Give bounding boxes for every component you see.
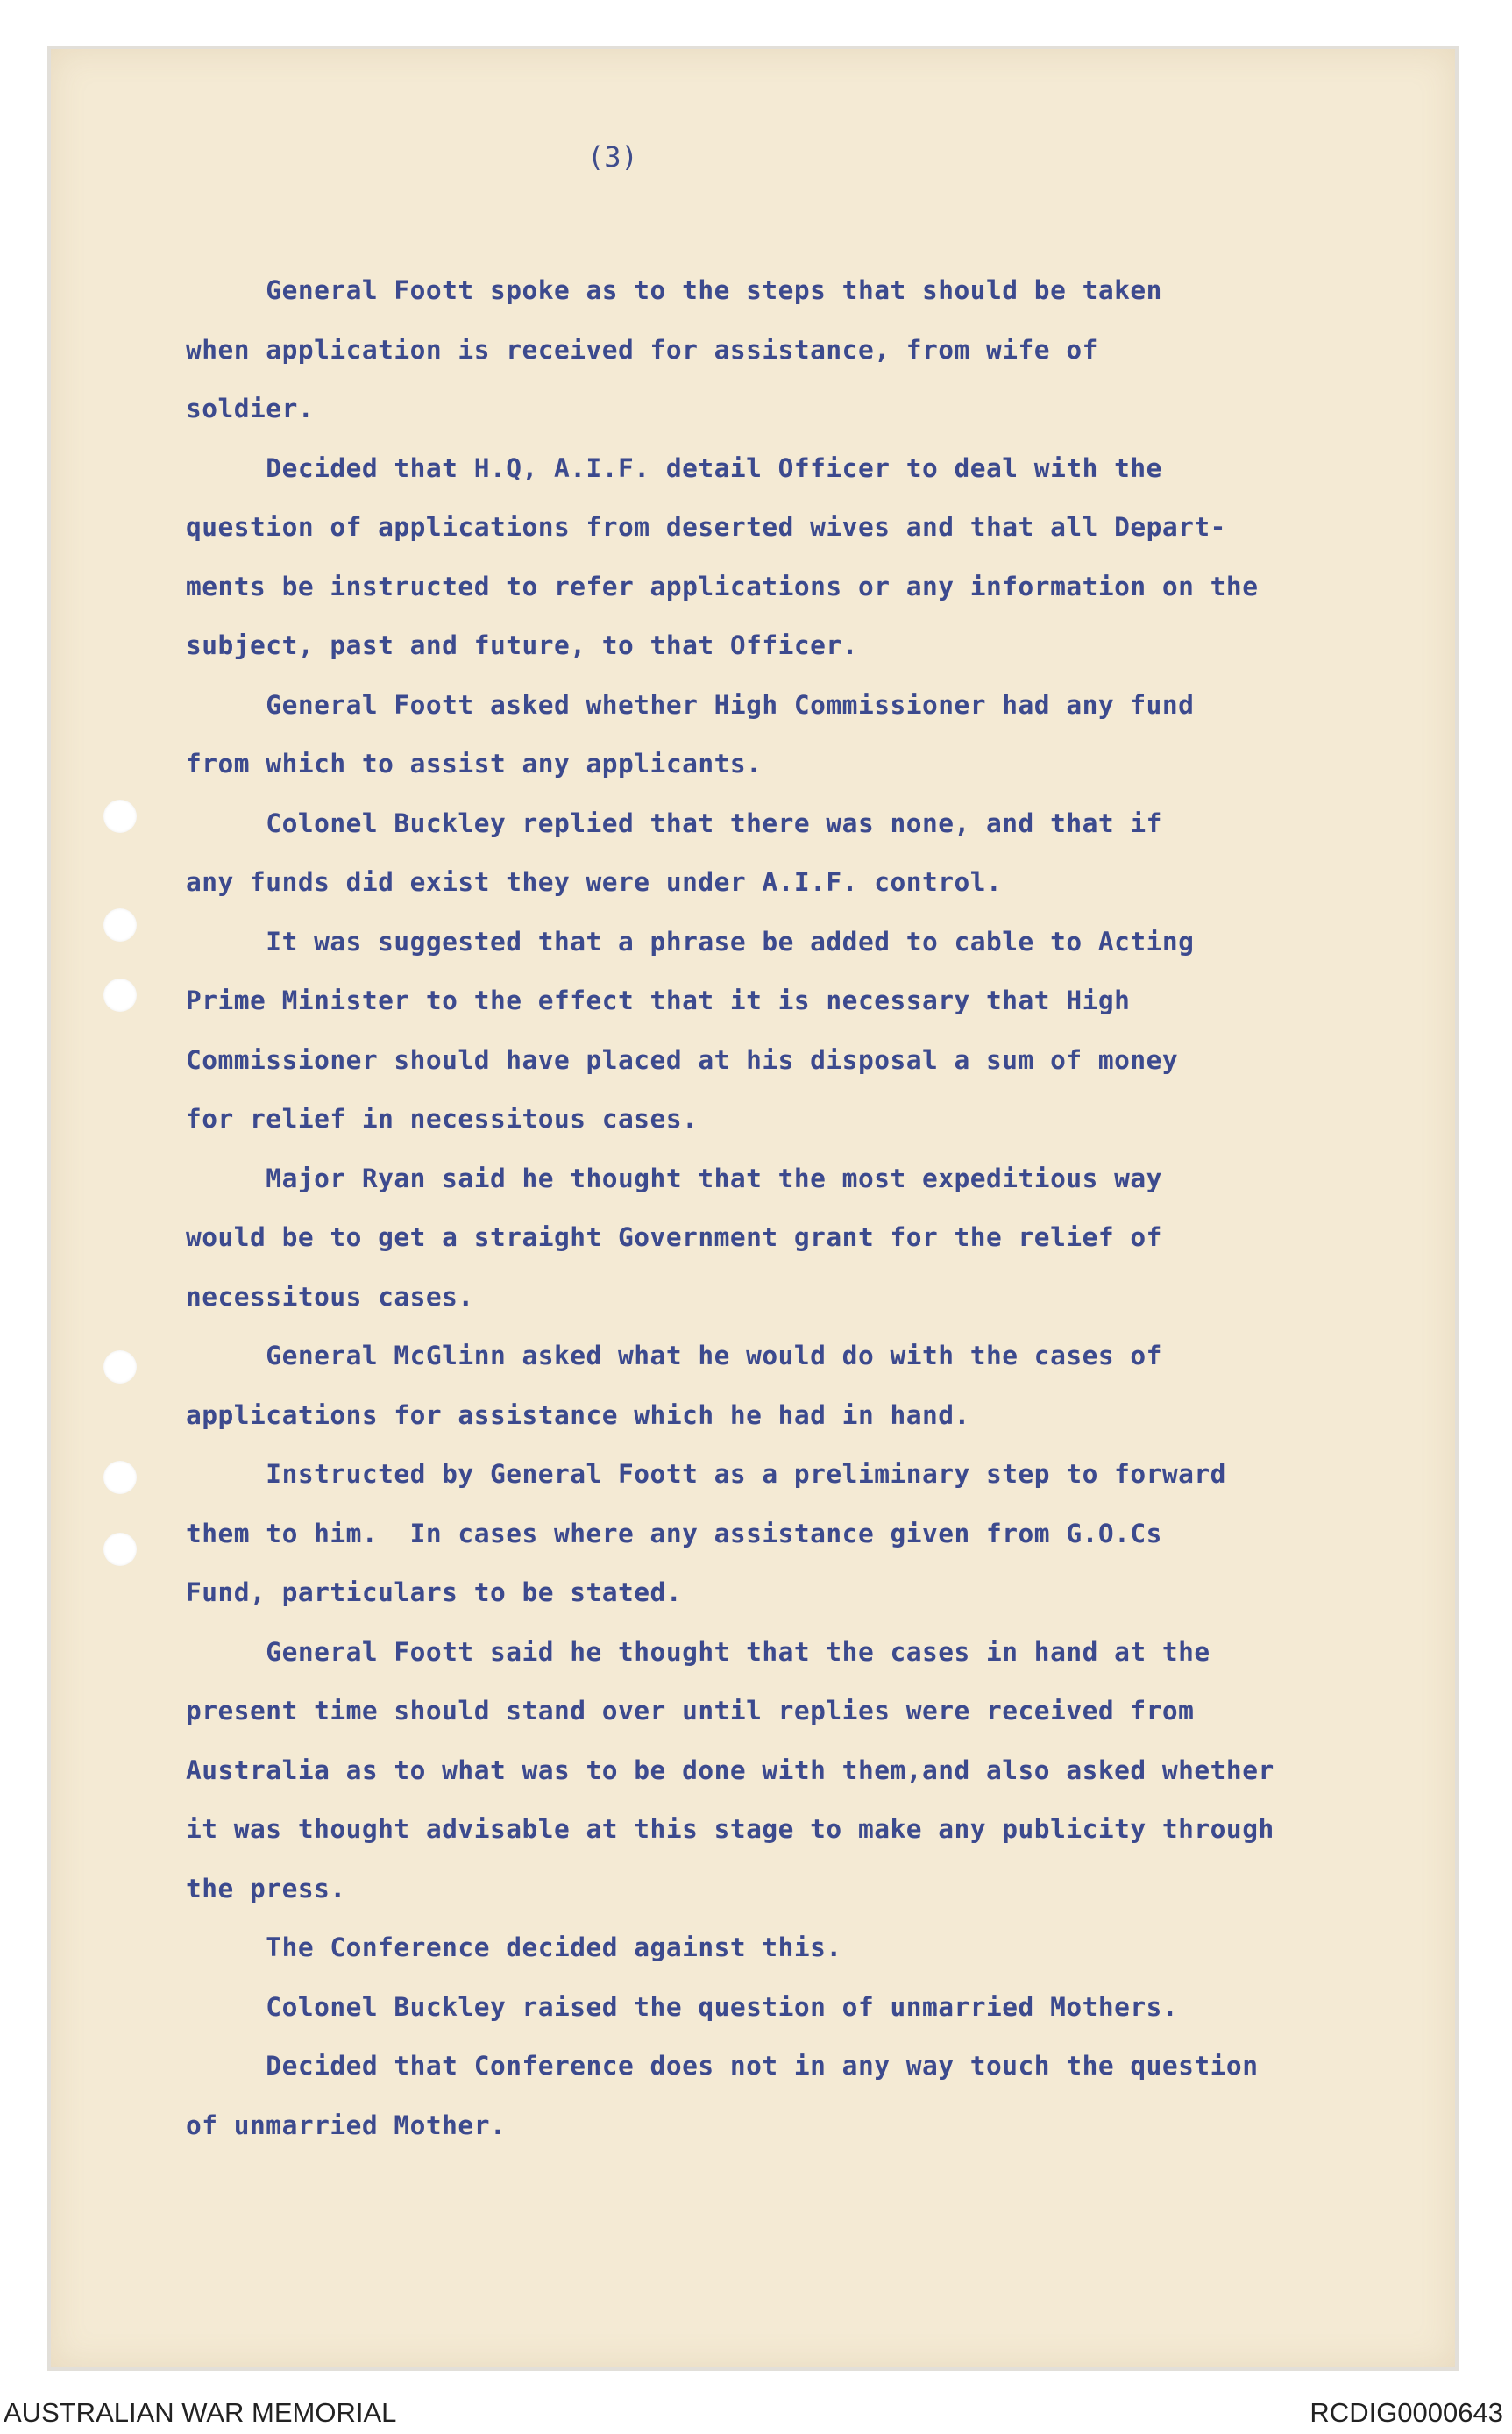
punch-hole (103, 1533, 137, 1566)
punch-hole (103, 1350, 137, 1384)
text-line: Decided that Conference does not in any way touch the question (186, 2051, 1259, 2081)
text-line: Colonel Buckley raised the question of unmarried Mothers. (186, 1991, 1179, 2022)
text-line: Major Ryan said he thought that the most expeditious way (186, 1163, 1162, 1193)
page-number: (3) (587, 140, 638, 174)
text-line: question of applications from deserted wives and that all Depart- (186, 512, 1226, 542)
archive-credit: AUSTRALIAN WAR MEMORIAL (4, 2397, 397, 2428)
text-line: from which to assist any applicants. (186, 749, 763, 779)
text-line: necessitous cases. (186, 1281, 474, 1312)
text-line: of unmarried Mother. (186, 2110, 507, 2140)
punch-hole (103, 979, 137, 1012)
typed-minutes-text (186, 261, 1395, 2155)
text-line: present time should stand over until replies were received from (186, 1696, 1195, 1726)
text-line: General McGlinn asked what he would do with the cases of (186, 1341, 1162, 1370)
text-line: them to him. In cases where any assistance given from G.O.Cs (186, 1518, 1162, 1548)
text-line: Australia as to what was to be done with them,and also asked whether (186, 1754, 1274, 1785)
text-line: Colonel Buckley replied that there was none, and that if (186, 808, 1162, 838)
punch-hole (103, 800, 137, 833)
text-line: for relief in necessitous cases. (186, 1104, 699, 1134)
text-line: Decided that H.Q, A.I.F. detail Officer to deal with the (186, 452, 1162, 483)
text-line: it was thought advisable at this stage to make any publicity through (186, 1814, 1274, 1844)
text-line: subject, past and future, to that Officer. (186, 630, 858, 660)
text-line: ments be instructed to refer applications or any information on the (186, 571, 1259, 601)
text-line: Fund, particulars to be stated. (186, 1577, 683, 1607)
text-line: General Foott spoke as to the steps that should be taken (186, 275, 1162, 305)
text-line: Instructed by General Foott as a preliminary step to forward (186, 1459, 1226, 1489)
text-line: when application is received for assistance, from wife of (186, 334, 1098, 365)
text-line: soldier. (186, 394, 315, 423)
text-line: Commissioner should have placed at his disposal a sum of money (186, 1044, 1179, 1075)
text-line: Prime Minister to the effect that it is necessary that High (186, 986, 1131, 1015)
text-line: General Foott asked whether High Commissioner had any fund (186, 689, 1195, 720)
text-line: applications for assistance which he had in hand. (186, 1399, 970, 1430)
text-line: It was suggested that a phrase be added to cable to Acting (186, 926, 1195, 957)
text-line: The Conference decided against this. (186, 1932, 842, 1962)
text-line: any funds did exist they were under A.I.F. control. (186, 867, 1003, 897)
punch-hole (103, 908, 137, 942)
text-line: the press. (186, 1873, 346, 1904)
text-line: General Foott said he thought that the cases in hand at the (186, 1636, 1210, 1667)
text-line: would be to get a straight Government grant for the relief of (186, 1222, 1162, 1252)
punch-hole (103, 1461, 137, 1494)
archive-id: RCDIG0000643 (1310, 2397, 1503, 2428)
